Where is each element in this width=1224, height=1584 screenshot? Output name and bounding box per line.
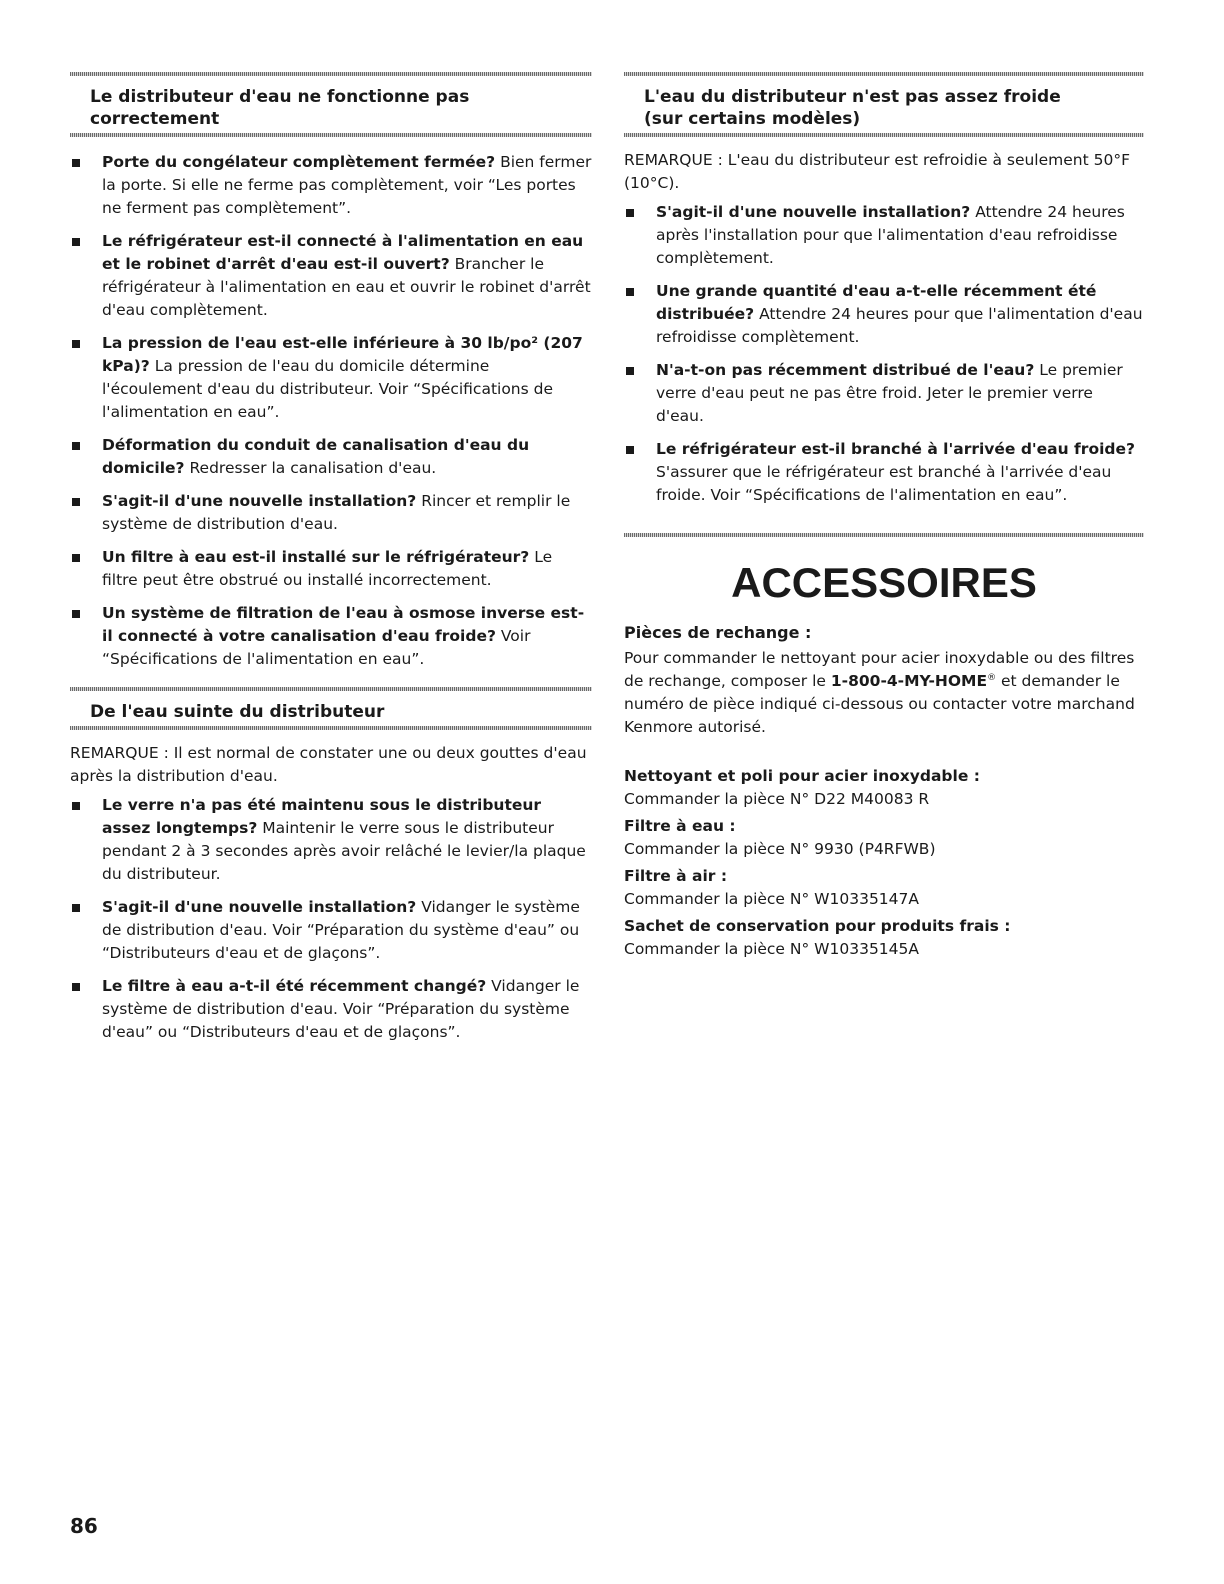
bullet-icon	[72, 442, 80, 450]
divider	[624, 533, 1144, 537]
part-order: Commander la pièce N° D22 M40083 R	[624, 790, 930, 808]
list-item: Un filtre à eau est-il installé sur le réfrigérateur? Le filtre peut être obstrué ou installé incorrectement.	[70, 546, 592, 592]
bullet-icon	[72, 159, 80, 167]
list-item: Le réfrigérateur est-il connecté à l'alimentation en eau et le robinet d'arrêt d'eau est-il ouvert? Brancher le réfrigérateur à l'alimentation en eau et ouvrir le robinet d'arrêt d'eau complètement.	[70, 230, 592, 322]
list-item: S'agit-il d'une nouvelle installation? Vidanger le système de distribution d'eau. Voir “Préparation du système d'eau” ou “Distributeurs d'eau et de glaçons”.	[70, 896, 592, 965]
part-order: Commander la pièce N° W10335147A	[624, 890, 919, 908]
list-item: N'a-t-on pas récemment distribué de l'eau? Le premier verre d'eau peut ne pas être froid. Jeter le premier verre d'eau.	[624, 359, 1144, 428]
section-water-leaks	[70, 687, 592, 730]
list-item: La pression de l'eau est-elle inférieure à 30 lb/po² (207 kPa)? La pression de l'eau du domicile détermine l'écoulement d'eau du distributeur. Voir “Spécifications de l'alimentation en eau”.	[70, 332, 592, 424]
bullet-icon	[626, 288, 634, 296]
list-item: S'agit-il d'une nouvelle installation? Attendre 24 heures après l'installation pour que l'alimentation d'eau refroidisse complètement.	[624, 201, 1144, 270]
part-order: Commander la pièce N° W10335145A	[624, 940, 919, 958]
list-item: Le filtre à eau a-t-il été récemment changé? Vidanger le système de distribution d'eau. Voir “Préparation du système d'eau” ou “Distributeurs d'eau et de glaçons”.	[70, 975, 592, 1044]
bullet-icon	[72, 802, 80, 810]
item-list	[624, 201, 1144, 507]
ordering-paragraph: Pour commander le nettoyant pour acier inoxydable ou des filtres de rechange, composer le 1-800-4-MY-HOME® et demander le numéro de pièce indiqué ci-dessous ou contacter votre marchand Kenmore autorisé.	[624, 649, 1135, 736]
bullet-icon	[626, 367, 634, 375]
section-dispenser-not-working	[70, 72, 592, 137]
accessories-title: ACCESSOIRES	[731, 559, 1037, 606]
part-entry	[624, 765, 1144, 811]
part-entry	[624, 865, 1144, 911]
list-item: Le verre n'a pas été maintenu sous le distributeur assez longtemps? Maintenir le verre sous le distributeur pendant 2 à 3 secondes après avoir relâché le levier/la plaque du distributeur.	[70, 794, 592, 886]
section-title: De l'eau suinte du distributeur	[90, 702, 385, 722]
note-text: REMARQUE : L'eau du distributeur est refroidie à seulement 50°F (10°C).	[624, 151, 1130, 192]
bullet-icon	[72, 554, 80, 562]
part-name: Filtre à air :	[624, 867, 728, 885]
bullet-icon	[72, 610, 80, 618]
part-name: Filtre à eau :	[624, 817, 736, 835]
part-name: Sachet de conservation pour produits frais :	[624, 917, 1011, 935]
list-item: Une grande quantité d'eau a-t-elle récemment été distribuée? Attendre 24 heures pour que l'alimentation d'eau refroidisse complètement.	[624, 280, 1144, 349]
list-item: Porte du congélateur complètement fermée? Bien fermer la porte. Si elle ne ferme pas complètement, voir “Les portes ne ferment pas complètement”.	[70, 151, 592, 220]
part-order: Commander la pièce N° 9930 (P4RFWB)	[624, 840, 936, 858]
section-water-not-cold	[624, 72, 1144, 137]
left-column	[70, 72, 592, 1054]
bullet-icon	[626, 209, 634, 217]
replacement-parts-heading: Pièces de rechange :	[624, 623, 812, 642]
list-item: Déformation du conduit de canalisation d'eau du domicile? Redresser la canalisation d'eau.	[70, 434, 592, 480]
section-title: Le distributeur d'eau ne fonctionne pas correctement	[90, 87, 470, 129]
item-list	[70, 794, 592, 1044]
part-entry	[624, 815, 1144, 861]
part-entry	[624, 915, 1144, 961]
item-list	[70, 151, 592, 671]
page-number: 86	[70, 1514, 98, 1538]
bullet-icon	[72, 498, 80, 506]
bullet-icon	[72, 904, 80, 912]
list-item: Un système de filtration de l'eau à osmose inverse est-il connecté à votre canalisation d'eau froide? Voir “Spécifications de l'alimentation en eau”.	[70, 602, 592, 671]
phone-number: 1-800-4-MY-HOME	[830, 672, 988, 690]
part-name: Nettoyant et poli pour acier inoxydable :	[624, 767, 980, 785]
list-item: S'agit-il d'une nouvelle installation? Rincer et remplir le système de distribution d'eau.	[70, 490, 592, 536]
section-subtitle: (sur certains modèles)	[644, 109, 861, 129]
bullet-icon	[72, 983, 80, 991]
list-item: Le réfrigérateur est-il branché à l'arrivée d'eau froide? S'assurer que le réfrigérateur est branché à l'arrivée d'eau froide. Voir “Spécifications de l'alimentation en eau”.	[624, 438, 1144, 507]
bullet-icon	[72, 340, 80, 348]
bullet-icon	[72, 238, 80, 246]
bullet-icon	[626, 446, 634, 454]
note-text: REMARQUE : Il est normal de constater une ou deux gouttes d'eau après la distribution d'eau.	[70, 744, 587, 785]
section-title: L'eau du distributeur n'est pas assez froide	[644, 87, 1061, 107]
right-column	[624, 72, 1144, 965]
